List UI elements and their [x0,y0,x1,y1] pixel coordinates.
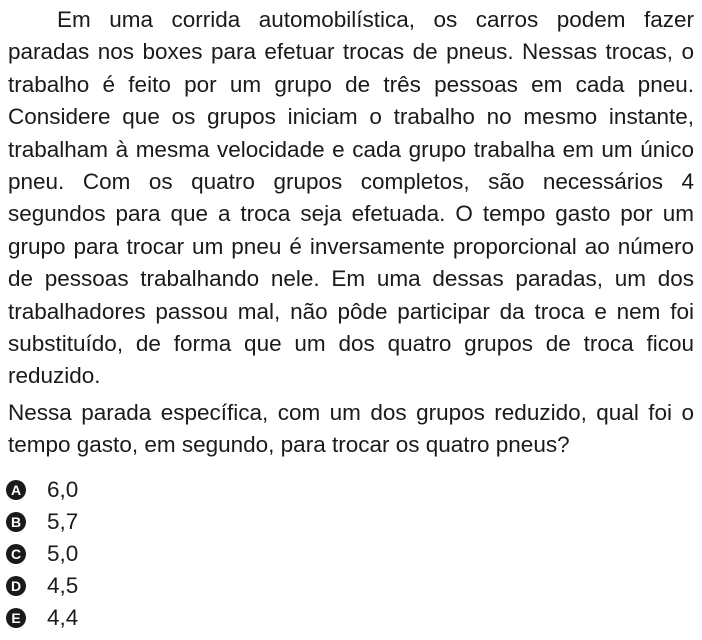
option-c[interactable] [6,538,306,570]
option-b[interactable] [6,506,306,538]
answer-options [6,474,306,634]
option-d-letter-badge: D [6,576,26,596]
option-e-letter-badge: E [6,608,26,628]
option-e-value: 4,4 [47,605,79,630]
option-b-value: 5,7 [47,509,79,534]
option-b-letter-badge: B [6,512,26,532]
question-paragraph-1: Em uma corrida automobilística, os carros podem fazer paradas nos boxes para efetuar trocas de pneus. Nessas trocas, o trabalho é feito por um grupo de três pessoas em cada pneu. Considere que os grupos iniciam o trabalho no mesmo instante, trabalham à mesma velocidade e cada grupo trabalha em um único pneu. Com os quatro grupos completos, são necessários 4 segundos para que a troca seja efetuada. O tempo gasto por um grupo para trocar um pneu é inversamente proporcional ao número de pessoas trabalhando nele. Em uma dessas paradas, um dos trabalhadores passou mal, não pôde participar da troca e nem foi substituído, de forma que um dos quatro grupos de troca ficou reduzido. [8,7,694,389]
option-a[interactable] [6,474,306,506]
option-d-value: 4,5 [47,573,79,598]
option-d[interactable] [6,570,306,602]
option-a-value: 6,0 [47,477,79,502]
option-e[interactable] [6,602,306,634]
question-text [8,4,694,462]
option-c-value: 5,0 [47,541,79,566]
question-paragraph-2: Nessa parada específica, com um dos grupos reduzido, qual foi o tempo gasto, em segundo, para trocar os quatro pneus? [8,399,694,458]
option-c-letter-badge: C [6,544,26,564]
option-a-letter-badge: A [6,480,26,500]
